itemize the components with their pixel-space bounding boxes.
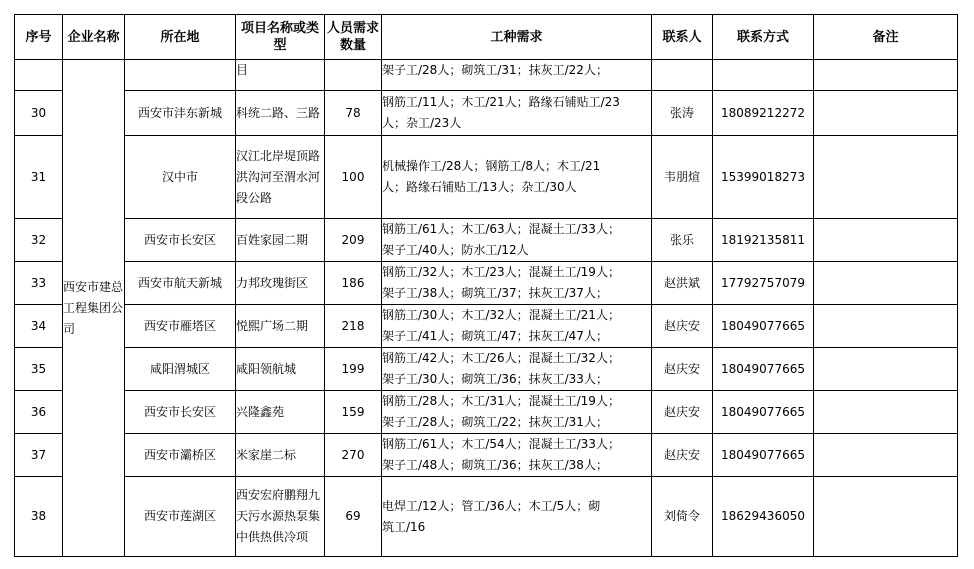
header-trades: 工种需求: [382, 15, 652, 60]
cell-phone: 18629436050: [713, 477, 814, 557]
trades-line: 架子工/38人；砌筑工/37；抹灰工/37人；: [382, 286, 608, 300]
cell-count: 270: [325, 434, 382, 477]
cell-remark: [814, 391, 958, 434]
cell-location: 西安市长安区: [125, 391, 236, 434]
cell-location: 西安市莲湖区: [125, 477, 236, 557]
cell-phone: 18049077665: [713, 391, 814, 434]
table-row: [15, 348, 958, 391]
cell-seq: 37: [15, 434, 63, 477]
cell-seq: 34: [15, 305, 63, 348]
cell-phone: [713, 60, 814, 91]
trades-line: 架子工/28人；砌筑工/22；抹灰工/31人；: [382, 415, 608, 429]
cell-seq: 35: [15, 348, 63, 391]
cell-location: 西安市长安区: [125, 219, 236, 262]
cell-remark: [814, 477, 958, 557]
trades-line: 钢筋工/11人；木工/21人；路缘石铺贴工/23: [382, 95, 620, 109]
table-row: [15, 136, 958, 219]
table-row: [15, 262, 958, 305]
cell-trades: [382, 136, 652, 219]
cell-phone: 17792757079: [713, 262, 814, 305]
cell-project: 咸阳领航城: [236, 348, 325, 391]
cell-location: 西安市航天新城: [125, 262, 236, 305]
cell-phone: 18049077665: [713, 348, 814, 391]
cell-project: 悦熙广场二期: [236, 305, 325, 348]
cell-contact: 赵庆安: [652, 391, 713, 434]
trades-line: 钢筋工/61人；木工/63人；混凝土工/33人；: [382, 222, 620, 236]
trades-line: 人；路缘石铺贴工/13人；杂工/30人: [382, 180, 577, 194]
trades-line: 架子工/41人；砌筑工/47；抹灰工/47人；: [382, 329, 608, 343]
trades-line: 人；杂工/23人: [382, 116, 462, 130]
cell-count: 218: [325, 305, 382, 348]
cell-seq: 36: [15, 391, 63, 434]
header-seq: 序号: [15, 15, 63, 60]
header-remark: 备注: [814, 15, 958, 60]
cell-location: [125, 60, 236, 91]
cell-trades: [382, 434, 652, 477]
cell-seq: [15, 60, 63, 91]
trades-line: 架子工/40人；防水工/12人: [382, 243, 529, 257]
table-row: [15, 477, 958, 557]
cell-contact: 张涛: [652, 91, 713, 136]
cell-seq: 32: [15, 219, 63, 262]
cell-contact: 赵庆安: [652, 348, 713, 391]
cell-count: 209: [325, 219, 382, 262]
cell-contact: 赵洪斌: [652, 262, 713, 305]
cell-trades: [382, 477, 652, 557]
header-phone: 联系方式: [713, 15, 814, 60]
cell-location: 西安市沣东新城: [125, 91, 236, 136]
cell-phone: 15399018273: [713, 136, 814, 219]
cell-contact: [652, 60, 713, 91]
trades-line: 架子工/28人；砌筑工/31；抹灰工/22人；: [382, 63, 608, 77]
trades-line: 钢筋工/32人；木工/23人；混凝土工/19人；: [382, 265, 620, 279]
table-row: [15, 391, 958, 434]
cell-seq: 31: [15, 136, 63, 219]
cell-contact: 赵庆安: [652, 305, 713, 348]
table-row: [15, 91, 958, 136]
cell-project: 兴隆鑫苑: [236, 391, 325, 434]
cell-location: 西安市灞桥区: [125, 434, 236, 477]
cell-remark: [814, 219, 958, 262]
cell-seq: 38: [15, 477, 63, 557]
cell-project: 目: [236, 60, 325, 91]
cell-project: 米家崖二标: [236, 434, 325, 477]
cell-project: 百姓家园二期: [236, 219, 325, 262]
trades-line: 筑工/16: [382, 519, 426, 534]
trades-line: 钢筋工/42人；木工/26人；混凝土工/32人；: [382, 351, 620, 365]
cell-remark: [814, 262, 958, 305]
cell-project: 汉江北岸堤顶路洪沟河至渭水河段公路: [236, 136, 325, 219]
table-row: [15, 219, 958, 262]
table-row: [15, 60, 958, 91]
cell-remark: [814, 305, 958, 348]
cell-trades: [382, 219, 652, 262]
cell-trades: [382, 391, 652, 434]
cell-trades: [382, 348, 652, 391]
cell-remark: [814, 60, 958, 91]
cell-contact: 赵庆安: [652, 434, 713, 477]
trades-line: 钢筋工/30人；木工/32人；混凝土工/21人；: [382, 308, 620, 322]
header-location: 所在地: [125, 15, 236, 60]
trades-line: 架子工/48人；砌筑工/36；抹灰工/38人；: [382, 458, 608, 472]
cell-seq: 30: [15, 91, 63, 136]
cell-project: 科统二路、三路: [236, 91, 325, 136]
cell-phone: 18049077665: [713, 434, 814, 477]
cell-count: 100: [325, 136, 382, 219]
table-row: [15, 305, 958, 348]
cell-contact: 张乐: [652, 219, 713, 262]
cell-count: 186: [325, 262, 382, 305]
cell-location: 咸阳渭城区: [125, 348, 236, 391]
header-company: 企业名称: [63, 15, 125, 60]
cell-remark: [814, 91, 958, 136]
cell-phone: 18089212272: [713, 91, 814, 136]
trades-line: 电焊工/12人；管工/36人；木工/5人；砌: [382, 498, 601, 513]
trades-line: 机械操作工/28人；钢筋工/8人；木工/21: [382, 159, 601, 173]
cell-project: 西安宏府鹏翔九天污水源热泵集中供热供冷项: [236, 477, 325, 557]
recruitment-table: [14, 14, 958, 557]
cell-count: 159: [325, 391, 382, 434]
cell-trades: [382, 305, 652, 348]
table-header-row: [15, 15, 958, 60]
cell-trades: [382, 60, 652, 91]
trades-line: 钢筋工/61人；木工/54人；混凝土工/33人；: [382, 437, 620, 451]
trades-line: 架子工/30人；砌筑工/36；抹灰工/33人；: [382, 372, 608, 386]
header-contact: 联系人: [652, 15, 713, 60]
cell-company: 西安市建总工程集团公司: [63, 60, 125, 557]
cell-remark: [814, 348, 958, 391]
cell-contact: 韦朋煊: [652, 136, 713, 219]
cell-count: 199: [325, 348, 382, 391]
cell-remark: [814, 136, 958, 219]
cell-location: 西安市雁塔区: [125, 305, 236, 348]
cell-location: 汉中市: [125, 136, 236, 219]
cell-trades: [382, 91, 652, 136]
cell-phone: 18049077665: [713, 305, 814, 348]
cell-phone: 18192135811: [713, 219, 814, 262]
cell-count: 69: [325, 477, 382, 557]
header-project: 项目名称或类型: [236, 15, 325, 60]
header-headcount: 人员需求数量: [325, 15, 382, 60]
cell-contact: 刘倚令: [652, 477, 713, 557]
cell-project: 力邦玫瑰街区: [236, 262, 325, 305]
cell-remark: [814, 434, 958, 477]
cell-count: [325, 60, 382, 91]
cell-seq: 33: [15, 262, 63, 305]
trades-line: 钢筋工/28人；木工/31人；混凝土工/19人；: [382, 394, 620, 408]
cell-count: 78: [325, 91, 382, 136]
table-row: [15, 434, 958, 477]
cell-trades: [382, 262, 652, 305]
